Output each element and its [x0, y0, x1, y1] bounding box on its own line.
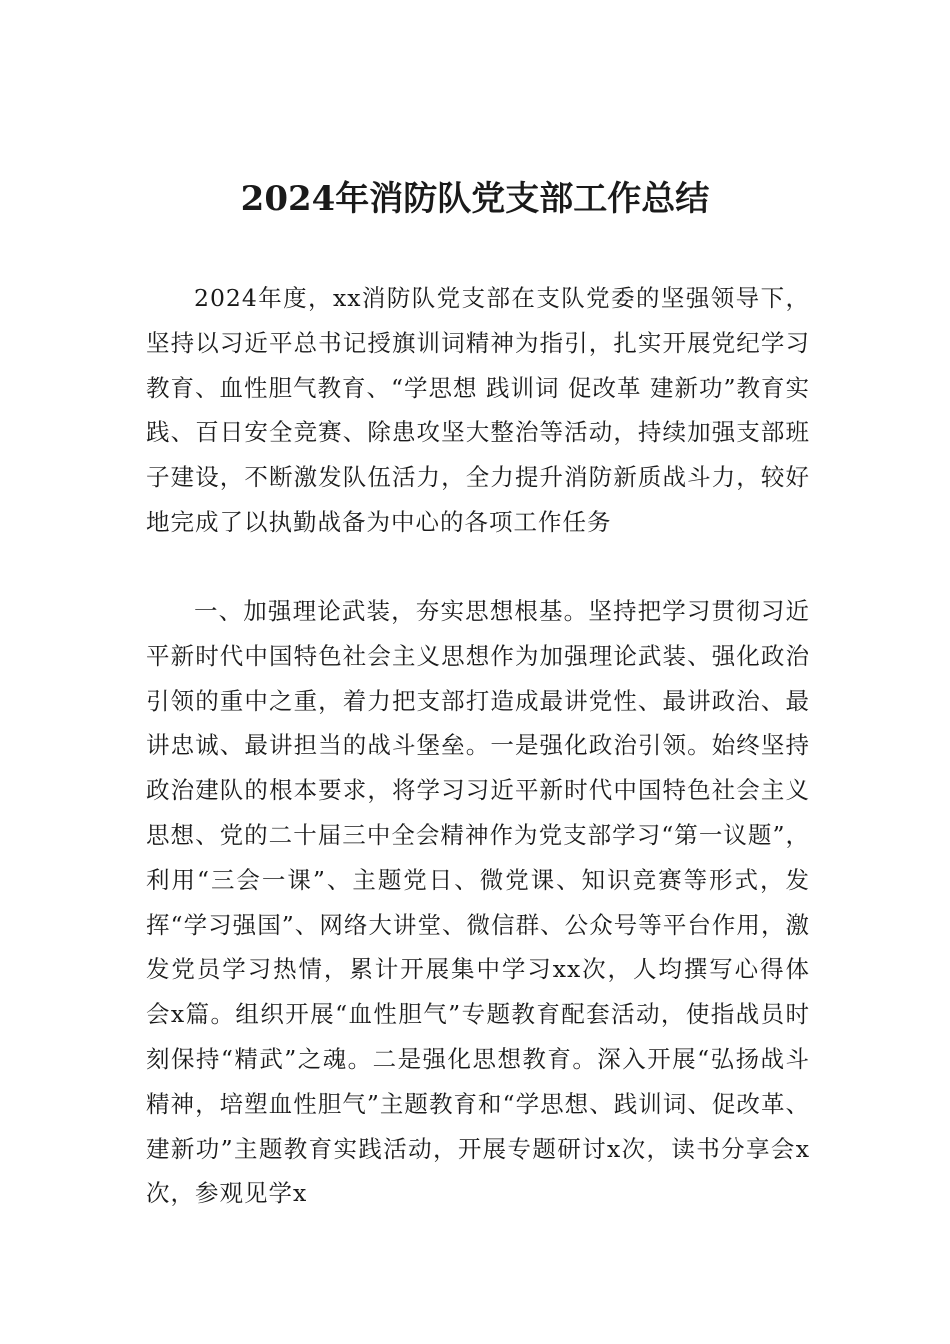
document-title: 2024年消防队党支部工作总结 — [240, 179, 710, 219]
paragraph-section-1: 一、加强理论武装，夯实思想根基。坚持把学习贯彻习近平新时代中国特色社会主义思想作为加强理论武装、强化政治引领的重中之重，着力把支部打造成最讲党性、最讲政治、最讲忠诚、最讲担当的战斗堡垒。一是强化政治引领。始终坚持政治建队的根本要求，将学习习近平新时代中国特色社会主义思想、党的二十届三中全会精神作为党支部学习“第一议题”，利用“三会一课”、主题党日、微党课、知识竞赛等形式，发挥“学习强国”、网络大讲堂、微信群、公众号等平台作用，激发党员学习热情，累计开展集中学习xx次，人均撰写心得体会x篇。组织开展“血性胆气”专题教育配套活动，使指战员时刻保持“精武”之魂。二是强化思想教育。深入开展“弘扬战斗精神，培塑血性胆气”主题教育和“学思想、践训词、促改革、建新功”主题教育实践活动，开展专题研讨x次，读书分享会x次，参观见学x — [146, 597, 810, 1208]
paragraph-intro: 2024年度，xx消防队党支部在支队党委的坚强领导下，坚持以习近平总书记授旗训词精神为指引，扎实开展党纪学习教育、血性胆气教育、“学思想 践训词 促改革 建新功”教育实践、百日安全竞赛、除患攻坚大整治等活动，持续加强支部班子建设，不断激发队伍活力，全力提升消防新质战斗力，较好地完成了以执勤战备为中心的各项工作任务 — [146, 284, 810, 536]
